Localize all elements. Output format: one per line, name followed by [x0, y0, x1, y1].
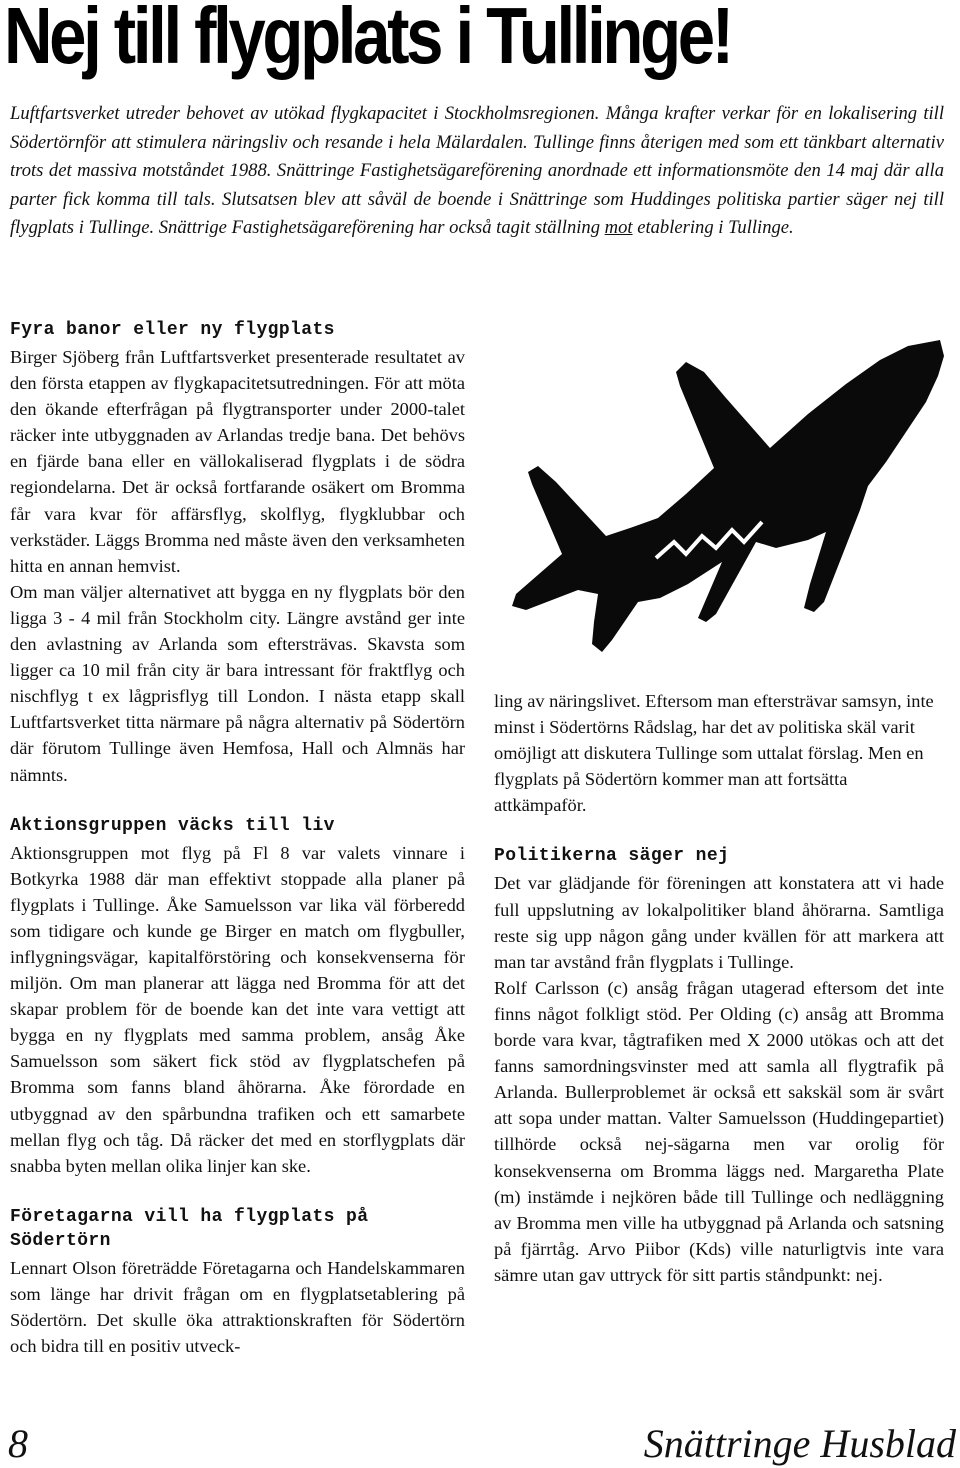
intro-paragraph	[10, 100, 944, 243]
headline: Nej till flygplats i Tullinge!	[4, 0, 731, 80]
page-number: 8	[8, 1421, 28, 1466]
intro-tail: etablering i Tullinge.	[637, 217, 794, 239]
publication-name: Snättringe Husblad	[643, 1421, 956, 1466]
section3-paragraph-1: Lennart Olson företrädde Företagarna och Handelskammaren som länge har drivit frågan om en flygplatsetablering på Södertörn. Det skulle öka attraktionskraften för Södertörn och bidra till en positiv utveck-	[10, 1257, 465, 1357]
section4-paragraph-1: Det var glädjande för föreningen att konstatera att vi hade full uppslutning av lokalpolitiker bland åhörarna. Samtliga reste sig upp någon gång under kvällen för att markera att man tar avstånd från flygplats i Tullinge.	[494, 873, 944, 972]
section4-paragraph-2: Rolf Carlsson (c) ansåg frågan utagerad eftersom det inte finns något folkligt stöd. Per Olding (c) ansåg att Bromma borde vara kvar, tågtrafiken med X 2000 utökas och att det fanns samordningsvinster med att samla all flygtrafik på Arlanda. Bullerproblemet är också ett sakskäl som är svårt att sopa under mattan. Valter Samuelsson (Huddingepartiet) tillhörde också nej-sägarna men var orolig för konsekvenserna om Bromma läggs ned. Margaretha Plate (m) instämde i nejkören både till Tullinge och nedläggning av Bromma men ville ha utbyggnad på Arlanda och satsning på fjärrtåg. Arvo Piibor (Kds) ville naturligtvis inte vara sämre utan gav uttryck för sitt partis ståndpunkt: nej.	[494, 977, 944, 1285]
section1-paragraph-1: Birger Sjöberg från Luftfartsverket presenterade resultatet av den första etappen av flygkapacitetsutredningen. För att möta den ökande efterfrågan på flygtransporter under 2000-talet räcker inte utbyggnaden av Arlandas tredje bana. Det behövs en fjärde bana eller en vällokaliserad flygplats i de södra regiondelarna. Det är också fortfarande osäkert om Bromma får vara kvar för affärsflyg, skolflyg, flygklubbar och verkstäder. Läggs Bromma ned måste även den verksamheten hitta en annan hemvist.	[10, 347, 465, 576]
section-heading-aktionsgruppen: Aktionsgruppen väcks till liv	[10, 815, 335, 836]
left-column	[10, 318, 465, 1359]
intro-text: Luftfartsverket utreder behovet av utökad flygkapacitet i Stockholmsregionen. Många krafter verkar för en lokalisering till Södertörnför att stimulera näringsliv och resande i hela Mälardalen. Tullinge finns återigen med som ett tänkbart alternativ trots det massiva motståndet 1988. Snättringe Fastighetsägareförening anordnade ett informationsmöte den 14 maj där alla parter fick komma till tals. Slutsatsen blev att såväl de boende i Snättringe som Huddinges politiska partier säger nej till flygplats i Tullinge. Snättrige Fastighetsägareförening har också tagit ställning	[10, 103, 944, 239]
airplane-silhouette-icon	[508, 322, 948, 667]
section-heading-politikerna: Politikerna säger nej	[494, 846, 730, 867]
intro-underlined-word: mot	[604, 217, 633, 239]
section-heading-fyra-banor: Fyra banor eller ny flygplats	[10, 320, 335, 340]
section1-paragraph-2: Om man väljer alternativet att bygga en ny flygplats bör den ligga 3 - 4 mil från Stockholm city. Längre avstånd ger inte den avlastning av Arlanda som eftersträvas. Skavsta som ligger ca 10 mil från city är bara intressant för fraktflyg och nischflyg t ex lågprisflyg till London. I nästa etapp skall Luftfartsverket titta närmare på några alternativ på Södertörn där förutom Tullinge även Hemfosa, Hall och Almnäs har nämnts.	[10, 581, 465, 785]
right-column	[494, 688, 944, 1288]
section3-continued: ling av näringslivet. Eftersom man eftersträvar samsyn, inte minst i Södertörns Rådslag, har det av politiska skäl varit omöjligt att diskutera Tullinge som uttalat förslag. Men en flygplats på Södertörn kommer man att fortsätta attkämpaför.	[494, 691, 934, 816]
section-heading-foretagarna: Företagarna vill ha flygplats på Södertörn	[10, 1206, 369, 1251]
section2-paragraph-1: Aktionsgruppen mot flyg på Fl 8 var valets vinnare i Botkyrka 1988 där man effektivt stoppade alla planer på flygplats i Tullinge. Åke Samuelsson var lika väl förberedd som tidigare och kunde ge Birger en match om flygbuller, inflygningsvägar, kapitalförstöring och konsekvenserna för miljön. Om man planerar att lägga ned Bromma för att det skapar problem för de boende kan det inte vara vettigt att bygga en ny flygplats med samma problem, ansåg Åke Samuelsson som säkert fick stöd av flygplatschefen på Bromma som fanns bland åhörarna. Åke förordade en utbyggnad av den spårbundna trafiken och ett samarbete mellan flyg och tåg. Då räcker det med en storflygplats där snabba byten mellan olika linjer kan ske.	[10, 842, 465, 1176]
